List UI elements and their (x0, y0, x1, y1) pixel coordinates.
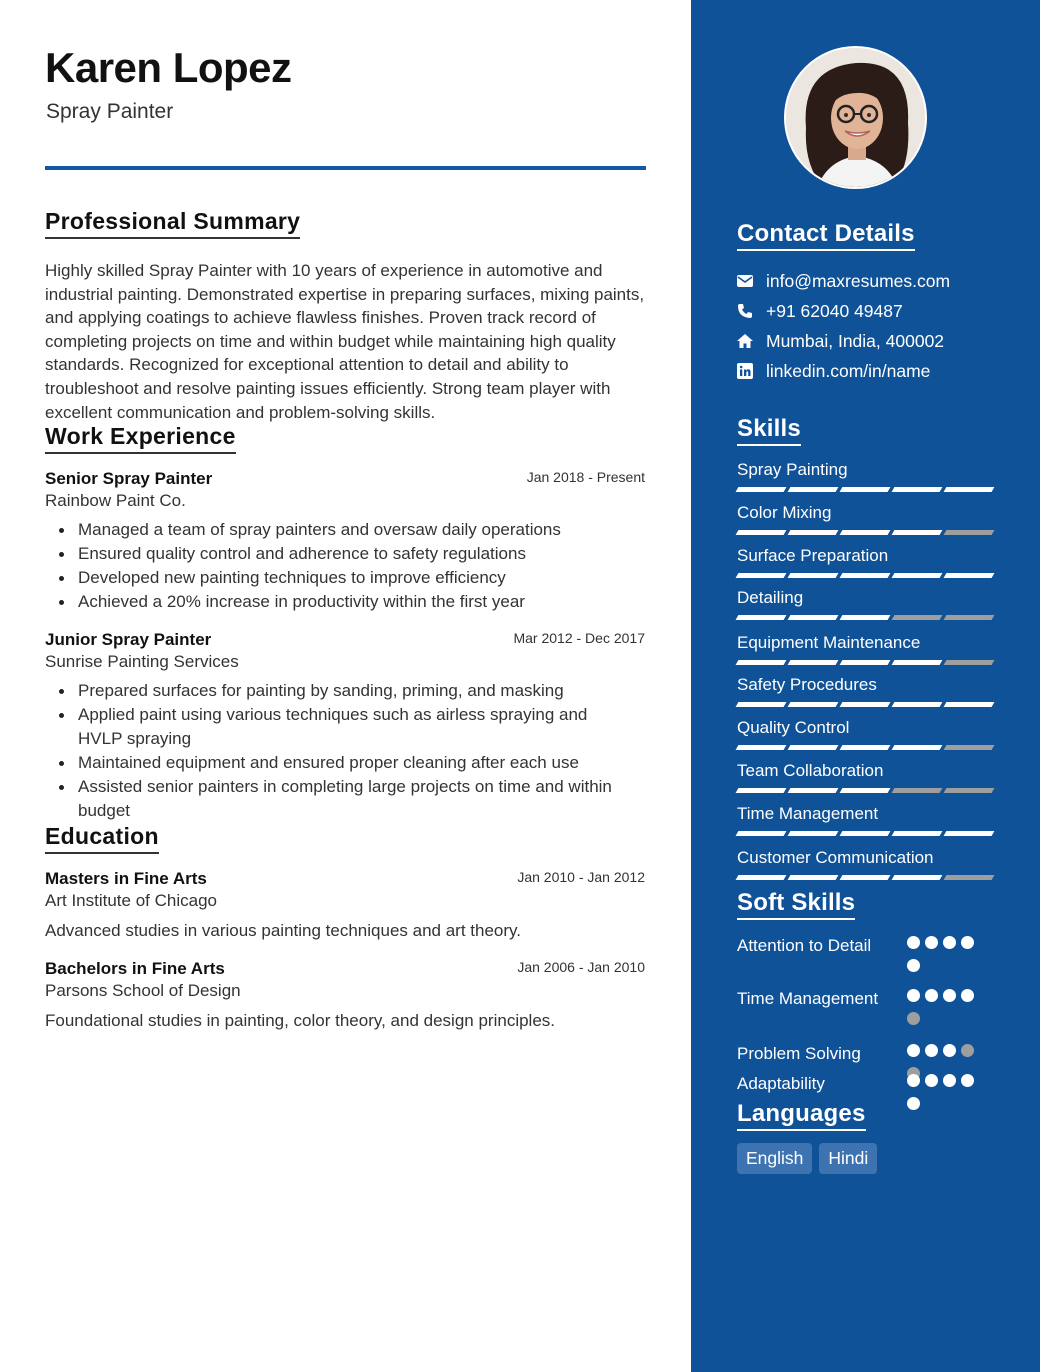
rating-dot (907, 959, 920, 972)
skill-level-bar (737, 702, 997, 707)
rating-dot (907, 1074, 920, 1087)
skill-level-segment (892, 831, 943, 836)
soft-skill-name: Time Management (737, 989, 879, 1008)
skill-level-segment (840, 702, 891, 707)
skill-level-segment (892, 702, 943, 707)
skill-item (737, 804, 997, 836)
rating-dot (961, 1044, 974, 1057)
sidebar (691, 0, 1040, 1372)
skill-level-segment (944, 702, 995, 707)
skill-level-segment (944, 831, 995, 836)
skill-level-segment (736, 487, 787, 492)
contact-email-text: info@maxresumes.com (766, 270, 951, 291)
skill-item (737, 588, 997, 620)
soft-skill-rating (907, 936, 985, 972)
skill-level-bar (737, 487, 997, 492)
skill-level-segment (736, 702, 787, 707)
skill-item (737, 633, 997, 665)
linkedin-icon (737, 363, 753, 379)
skill-level-segment (944, 745, 995, 750)
skill-level-bar (737, 875, 997, 880)
skill-level-segment (736, 788, 787, 793)
list-item: Assisted senior painters in completing large projects on time and within budget (45, 775, 635, 823)
rating-dot (943, 989, 956, 1002)
rating-dot (943, 936, 956, 949)
skill-level-segment (736, 530, 787, 535)
skill-level-segment (736, 660, 787, 665)
skill-level-bar (737, 788, 997, 793)
education-description: Foundational studies in painting, color theory, and design principles. (45, 1011, 555, 1030)
soft-skill-rating (907, 1074, 985, 1110)
avatar (786, 48, 927, 189)
skill-level-segment (736, 573, 787, 578)
skill-name: Time Management (737, 804, 879, 823)
rating-dot (943, 1044, 956, 1057)
job-title: Spray Painter (46, 100, 174, 123)
skill-level-segment (840, 573, 891, 578)
skill-level-segment (892, 573, 943, 578)
education-school: Parsons School of Design (45, 981, 241, 1000)
skill-name: Customer Communication (737, 848, 934, 867)
skill-level-segment (892, 530, 943, 535)
education-heading: Education (45, 823, 159, 854)
education-entry (45, 959, 645, 1031)
soft-skills-heading: Soft Skills (737, 889, 855, 920)
contact-email[interactable] (737, 266, 1027, 296)
language-badge: Hindi (819, 1143, 877, 1174)
job-entry-title: Senior Spray Painter (45, 469, 213, 488)
list-item: Applied paint using various techniques such as airless spraying and HVLP spraying (45, 703, 635, 751)
skill-level-segment (892, 615, 943, 620)
skill-item (737, 546, 997, 578)
skill-level-bar (737, 573, 997, 578)
education-degree: Masters in Fine Arts (45, 869, 207, 888)
header-divider (45, 166, 646, 170)
skill-level-segment (892, 745, 943, 750)
education-school: Art Institute of Chicago (45, 891, 217, 910)
job-entry-dates: Jan 2018 - Present (526, 469, 645, 485)
skills-heading: Skills (737, 415, 801, 446)
skill-level-segment (892, 487, 943, 492)
candidate-name: Karen Lopez (45, 44, 292, 91)
skill-level-bar (737, 615, 997, 620)
skill-name: Spray Painting (737, 460, 848, 479)
skill-item (737, 848, 997, 880)
skill-level-segment (840, 530, 891, 535)
skill-level-segment (788, 745, 839, 750)
skill-name: Detailing (737, 588, 804, 607)
job-entry-title: Junior Spray Painter (45, 630, 212, 649)
skill-level-segment (944, 487, 995, 492)
rating-dot (925, 989, 938, 1002)
list-item: Prepared surfaces for painting by sanding, priming, and masking (45, 679, 635, 703)
education-entry (45, 869, 645, 941)
list-item: Ensured quality control and adherence to safety regulations (45, 542, 645, 566)
rating-dot (961, 1074, 974, 1087)
phone-icon (737, 303, 753, 319)
education-description: Advanced studies in various painting techniques and art theory. (45, 921, 521, 940)
job-entry-bullets (45, 518, 645, 614)
job-entry-company: Sunrise Painting Services (45, 652, 239, 671)
skill-level-bar (737, 530, 997, 535)
skill-level-segment (788, 660, 839, 665)
list-item: Managed a team of spray painters and oversaw daily operations (45, 518, 645, 542)
contact-heading: Contact Details (737, 220, 915, 251)
skill-level-segment (944, 660, 995, 665)
skill-item (737, 503, 997, 535)
skill-level-segment (788, 788, 839, 793)
skill-level-segment (736, 831, 787, 836)
rating-dot (925, 1074, 938, 1087)
languages-heading: Languages (737, 1100, 866, 1131)
soft-skill-name: Adaptability (737, 1074, 825, 1093)
contact-linkedin[interactable] (737, 356, 1027, 386)
list-item: Achieved a 20% increase in productivity within the first year (45, 590, 645, 614)
skill-level-segment (788, 615, 839, 620)
skill-level-segment (944, 875, 995, 880)
summary-text: Highly skilled Spray Painter with 10 years of experience in automotive and industrial painting. Demonstrated expertise in preparing surfaces, mixing paints, and applying coatings to achieve flawless finishes. Proven track record of completing projects on time and within budget while maintaining high quality standards. Recognized for exceptional attention to detail and ability to troubleshoot and resolve painting issues efficiently. Strong team player with excellent communication and problem-solving skills. (45, 261, 645, 422)
skill-level-segment (840, 487, 891, 492)
skill-level-bar (737, 745, 997, 750)
job-entry-company: Rainbow Paint Co. (45, 491, 186, 510)
contact-list (737, 266, 1027, 386)
skill-level-segment (840, 660, 891, 665)
contact-address-text: Mumbai, India, 400002 (766, 330, 945, 351)
home-icon (737, 333, 753, 349)
skill-level-segment (788, 702, 839, 707)
skill-level-segment (892, 660, 943, 665)
rating-dot (907, 989, 920, 1002)
skill-level-segment (788, 487, 839, 492)
skill-level-segment (736, 615, 787, 620)
rating-dot (961, 989, 974, 1002)
skill-level-segment (840, 615, 891, 620)
soft-skill-name: Attention to Detail (737, 936, 872, 955)
skill-level-segment (944, 615, 995, 620)
skill-level-segment (788, 530, 839, 535)
skill-name: Equipment Maintenance (737, 633, 921, 652)
skill-level-segment (840, 788, 891, 793)
education-degree: Bachelors in Fine Arts (45, 959, 225, 978)
rating-dot (961, 936, 974, 949)
contact-linkedin-text: linkedin.com/in/name (766, 360, 931, 381)
rating-dot (925, 1044, 938, 1057)
soft-skill-name: Problem Solving (737, 1044, 861, 1063)
skill-level-segment (840, 831, 891, 836)
skill-name: Color Mixing (737, 503, 832, 522)
skill-level-segment (892, 788, 943, 793)
skill-name: Safety Procedures (737, 675, 877, 694)
rating-dot (943, 1074, 956, 1087)
skill-level-segment (736, 875, 787, 880)
rating-dot (907, 1012, 920, 1025)
skill-name: Quality Control (737, 718, 850, 737)
experience-heading: Work Experience (45, 423, 236, 454)
skill-level-segment (840, 745, 891, 750)
education-dates: Jan 2006 - Jan 2010 (517, 959, 645, 975)
contact-address (737, 326, 1027, 356)
summary-heading: Professional Summary (45, 208, 300, 239)
job-entry (45, 630, 645, 823)
skill-item (737, 675, 997, 707)
skill-level-segment (944, 788, 995, 793)
rating-dot (907, 936, 920, 949)
skill-name: Team Collaboration (737, 761, 884, 780)
contact-phone[interactable] (737, 296, 1027, 326)
profile-photo (784, 46, 927, 189)
skill-level-segment (788, 875, 839, 880)
skill-level-bar (737, 660, 997, 665)
skill-level-segment (788, 831, 839, 836)
job-entry-dates: Mar 2012 - Dec 2017 (513, 630, 645, 646)
skill-level-segment (736, 745, 787, 750)
rating-dot (925, 936, 938, 949)
skill-level-segment (892, 875, 943, 880)
job-entry-bullets (45, 679, 635, 823)
skill-name: Surface Preparation (737, 546, 889, 565)
skill-level-segment (944, 573, 995, 578)
skill-level-bar (737, 831, 997, 836)
job-entry (45, 469, 645, 614)
skill-level-segment (944, 530, 995, 535)
skill-item (737, 761, 997, 793)
soft-skill-rating (907, 989, 985, 1025)
rating-dot (907, 1044, 920, 1057)
skill-level-segment (788, 573, 839, 578)
list-item: Developed new painting techniques to improve efficiency (45, 566, 645, 590)
skill-level-segment (840, 875, 891, 880)
list-item: Maintained equipment and ensured proper cleaning after each use (45, 751, 635, 775)
envelope-icon (737, 273, 753, 289)
language-badge: English (737, 1143, 812, 1174)
contact-phone-text: +91 62040 49487 (766, 300, 903, 321)
skill-item (737, 718, 997, 750)
rating-dot (907, 1097, 920, 1110)
skill-item (737, 460, 997, 492)
education-dates: Jan 2010 - Jan 2012 (517, 869, 645, 885)
languages-list (737, 1143, 877, 1174)
